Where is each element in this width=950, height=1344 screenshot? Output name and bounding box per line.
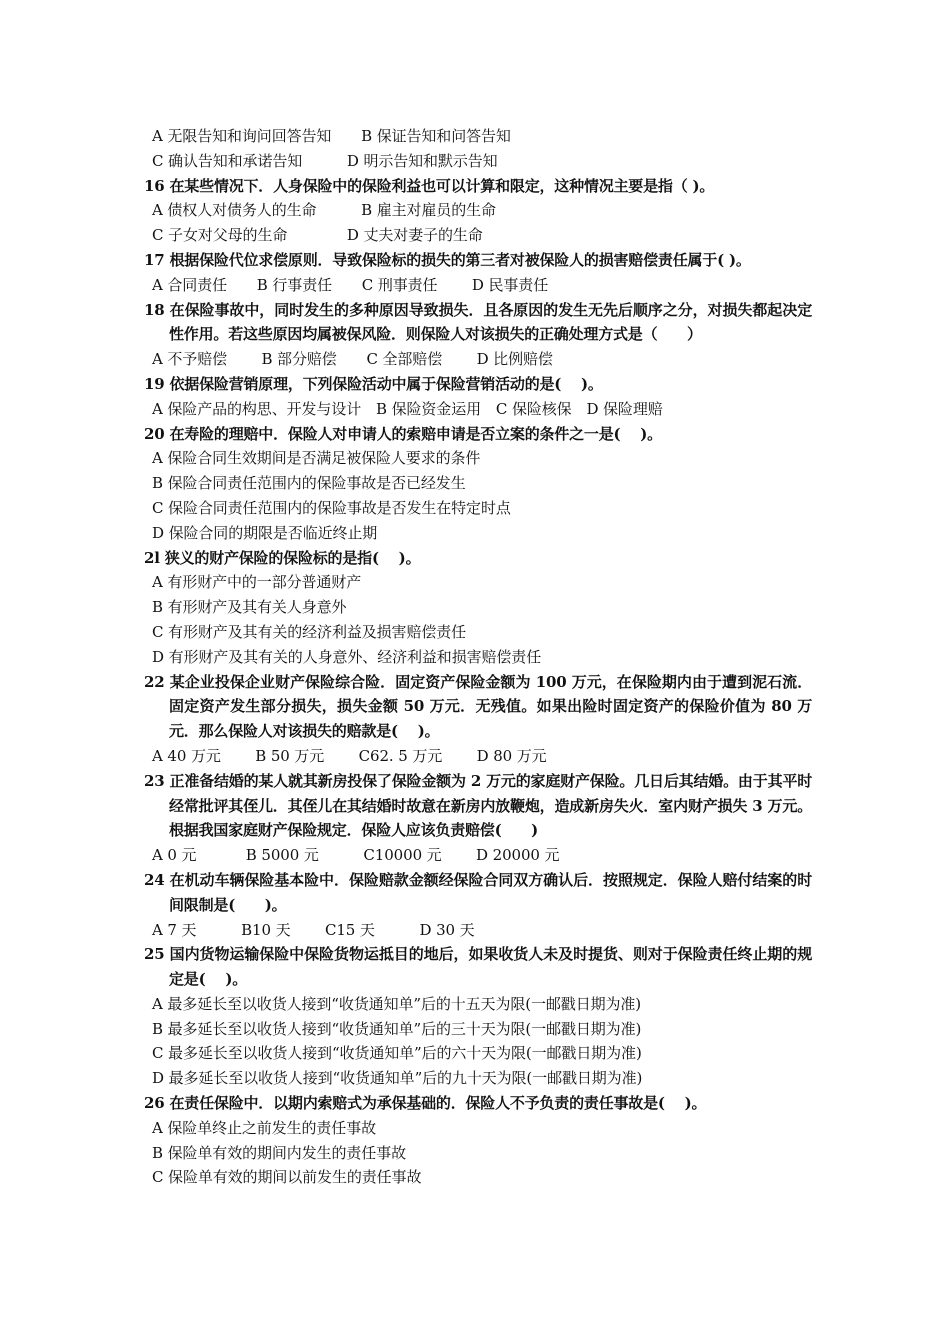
option-line: C 保险单有效的期间以前发生的责任事故 <box>152 1168 422 1187</box>
option-line: C 最多延长至以收货人接到“收货通知单”后的六十天为限(一邮戳日期为准) <box>152 1044 642 1063</box>
exam-question-list <box>144 124 812 1190</box>
question-26: 26 在责任保险中．以期内索赔式为承保基础的．保险人不予负责的责任事故是( )。 <box>144 1094 707 1113</box>
option-line: C 子女对父母的生命 D 丈夫对妻子的生命 <box>152 226 483 245</box>
option-line: A 无限告知和询问回答告知 B 保证告知和问答告知 <box>152 127 511 145</box>
option-line: C 有形财产及其有关的经济利益及损害赔偿责任 <box>152 622 467 641</box>
option-line: A 40 万元 B 50 万元 C62. 5 万元 D 80 万元 <box>152 746 547 765</box>
question-24: 24 在机动车辆保险基本险中．保险赔款金额经保险合同双方确认后．按照规定．保险人赔付结案的时间限制是( )。 <box>144 870 812 914</box>
option-line: B 保险单有效的期间内发生的责任事故 <box>152 1143 406 1162</box>
option-line: D 保险合同的期限是否临近终止期 <box>152 523 378 542</box>
option-line: D 有形财产及其有关的人身意外、经济利益和损害赔偿责任 <box>152 647 542 666</box>
option-line: A 有形财产中的一部分普通财产 <box>152 573 362 592</box>
question-23: 23 正准备结婚的某人就其新房投保了保险金额为 2 万元的家庭财产保险。几日后其结婚。由于其平时经常批评其侄儿．其侄儿在其结婚时故意在新房内放鞭炮，造成新房失火．室内财产损失 3 万元。根据我国家庭财产保险规定．保险人应该负责赔偿( ) <box>144 771 812 840</box>
option-line: A 0 元 B 5000 元 C10000 元 D 20000 元 <box>152 846 560 865</box>
option-line: A 保险产品的构思、开发与设计 B 保险资金运用 C 保险核保 D 保险理赔 <box>152 399 663 418</box>
option-line: D 最多延长至以收货人接到“收货通知单”后的九十天为限(一邮戳日期为准) <box>152 1069 643 1088</box>
option-line: A 合同责任 B 行事责任 C 刑事责任 D 民事责任 <box>152 275 549 294</box>
question-21: 2l 狭义的财产保险的保险标的是指( )。 <box>144 548 421 567</box>
option-line: A 不予赔偿 B 部分赔偿 C 全部赔偿 D 比例赔偿 <box>152 350 553 369</box>
question-19: 19 依据保险营销原理，下列保险活动中属于保险营销活动的是( )。 <box>144 374 603 393</box>
option-line: C 确认告知和承诺告知 D 明示告知和默示告知 <box>152 151 498 170</box>
option-line: A 最多延长至以收货人接到“收货通知单”后的十五天为限(一邮戳日期为准) <box>152 994 642 1013</box>
option-line: A 保险单终止之前发生的责任事故 <box>152 1118 377 1137</box>
option-line: C 保险合同责任范围内的保险事故是否发生在特定时点 <box>152 498 511 517</box>
question-25: 25 国内货物运输保险中保险货物运抵目的地后，如果收货人未及时提货、则对于保险责任终止期的规定是( )。 <box>144 945 812 989</box>
question-22: 22 某企业投保企业财产保险综合险．固定资产保险金额为 100 万元，在保险期内由于遭到泥石流．固定资产发生部分损失，损失金额 50 万元．无残值。如果出险时固定资产的保险价值为 80 万元．那么保险人对该损失的赔款是( )。 <box>144 672 812 741</box>
option-line: A 7 天 B10 天 C15 天 D 30 天 <box>152 920 475 939</box>
question-20: 20 在寿险的理赔中．保险人对申请人的索赔申请是否立案的条件之一是( )。 <box>144 424 662 443</box>
option-line: A 保险合同生效期间是否满足被保险人要求的条件 <box>152 449 481 468</box>
question-16: 16 在某些情况下．人身保险中的保险利益也可以计算和限定，这种情况主要是指（ )。 <box>144 176 715 195</box>
option-line: B 有形财产及其有关人身意外 <box>152 598 347 617</box>
option-line: B 最多延长至以收货人接到“收货通知单”后的三十天为限(一邮戳日期为准) <box>152 1019 642 1038</box>
question-18: 18 在保险事故中，同时发生的多种原因导致损失．且各原因的发生无先后顺序之分，对损失都起决定性作用。若这些原因均属被保风险．则保险人对该损失的正确处理方式是（ ） <box>144 300 812 344</box>
question-17: 17 根据保险代位求偿原则．导致保险标的损失的第三者对被保险人的损害赔偿责任属于( )。 <box>144 250 751 269</box>
option-line: B 保险合同责任范围内的保险事故是否已经发生 <box>152 474 466 493</box>
option-line: A 债权人对债务人的生命 B 雇主对雇员的生命 <box>152 201 496 220</box>
